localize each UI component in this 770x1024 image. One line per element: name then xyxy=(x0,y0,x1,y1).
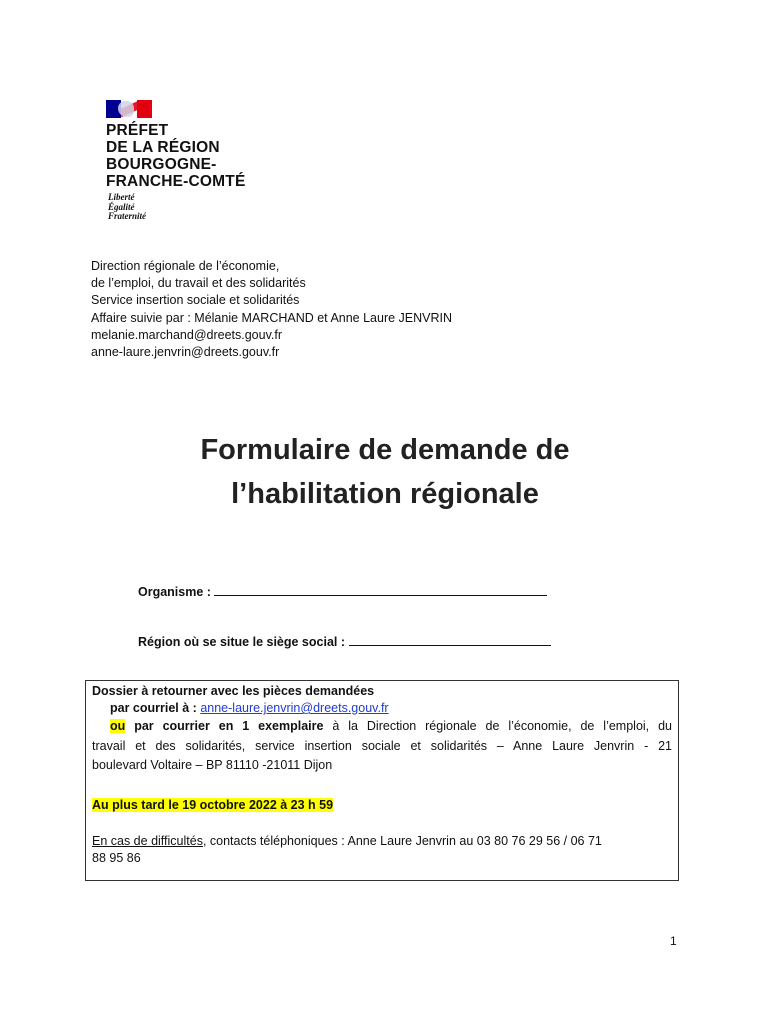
sender-line: de l’emploi, du travail et des solidarités xyxy=(91,276,306,291)
sender-email: melanie.marchand@dreets.gouv.fr xyxy=(91,327,283,342)
prefecture-title xyxy=(106,122,246,190)
courrier-line-2: travail et des solidarités, service insertion sociale et solidarités – Anne Laure Jenvrin - 21 xyxy=(92,739,672,753)
contact-email-link[interactable]: anne-laure.jenvrin@dreets.gouv.fr xyxy=(200,701,389,715)
sender-address-block xyxy=(91,258,452,361)
courrier-bold: par courrier en 1 exemplaire xyxy=(134,719,324,733)
page-number: 1 xyxy=(670,934,677,948)
document-title xyxy=(0,428,770,516)
prefecture-title-line: DE LA RÉGION xyxy=(106,139,220,156)
prefecture-title-line: PRÉFET xyxy=(106,122,169,139)
email-prefix: par courriel à : xyxy=(110,701,197,715)
motto-line: Fraternité xyxy=(108,211,147,221)
sender-line: Direction régionale de l’économie, xyxy=(91,259,280,273)
document-title-line: Formulaire de demande de xyxy=(200,434,570,466)
courrier-line-3: boulevard Voltaire – BP 81110 -21011 Dijon xyxy=(92,758,333,772)
document-title-line: l’habilitation régionale xyxy=(231,478,539,510)
ou-highlight: ou xyxy=(110,719,126,733)
email-line xyxy=(110,701,672,715)
difficulty-line-1 xyxy=(92,834,672,848)
deadline-line xyxy=(92,798,672,812)
motto-line: Liberté xyxy=(108,192,135,202)
organisme-label: Organisme : xyxy=(138,585,211,599)
region-label: Région où se situe le siège social : xyxy=(138,635,346,649)
difficulty-text: , contacts téléphoniques : Anne Laure Jenvrin au 03 80 76 29 56 / 06 71 xyxy=(202,834,602,848)
difficulty-underlined: En cas de difficultés xyxy=(92,834,203,848)
organisme-field xyxy=(138,583,547,599)
region-blank-line[interactable] xyxy=(349,633,551,646)
courrier-text: à la Direction régionale de l’économie, de l’emploi, du xyxy=(332,719,672,733)
box-heading: Dossier à retourner avec les pièces demandées xyxy=(92,684,375,698)
french-flag-icon xyxy=(106,100,152,118)
courrier-line-1 xyxy=(110,719,672,733)
prefecture-title-line: FRANCHE-COMTÉ xyxy=(106,173,246,190)
difficulty-line-2: 88 95 86 xyxy=(92,851,141,865)
deadline-highlight: Au plus tard le 19 octobre 2022 à 23 h 59 xyxy=(92,798,334,812)
motto-line: Égalité xyxy=(108,201,135,212)
submission-instructions-box xyxy=(85,680,679,881)
republic-motto xyxy=(108,193,146,222)
sender-line: Service insertion sociale et solidarités xyxy=(91,293,300,308)
sender-line: Affaire suivie par : Mélanie MARCHAND et Anne Laure JENVRIN xyxy=(91,310,453,325)
organisme-blank-line[interactable] xyxy=(214,583,547,596)
prefecture-title-line: BOURGOGNE- xyxy=(106,156,217,173)
region-field xyxy=(138,633,551,649)
sender-email: anne-laure.jenvrin@dreets.gouv.fr xyxy=(91,345,280,360)
